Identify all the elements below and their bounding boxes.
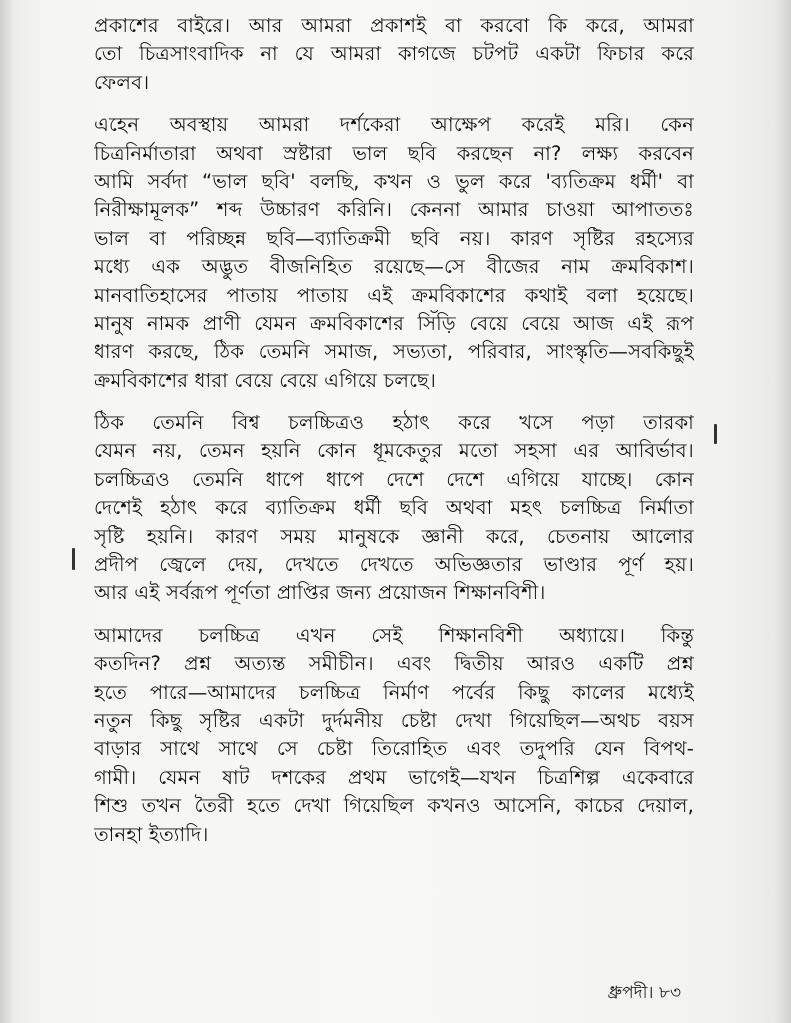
text-line: নিরীক্ষামূলক” শব্দ উচ্চারণ করিনি। কেননা আমার চাওয়া আপাততঃ — [94, 198, 694, 222]
text-line: প্রকাশের বাইরে। আর আমরা প্রকাশই বা করবো কি করে, আমরা — [94, 14, 694, 37]
text-line: আমাদের চলচ্চিত্র এখন সেই শিক্ষানবিশী অধ্যায়ে। কিন্তু — [94, 623, 694, 647]
text-line: কতদিন? প্রশ্ন অত্যন্ত সমীচীন। এবং দ্বিতীয় আরও একটি প্রশ্ন — [94, 652, 694, 676]
text-line: চিত্রনির্মাতারা অথবা স্রষ্টারা ভাল ছবি করছেন না? লক্ষ্য করবেন — [94, 141, 694, 165]
text-line: প্রদীপ জ্বেলে দেয়, দেখতে দেখতে অভিজ্ঞতার ভাণ্ডার পূর্ণ হয়। — [94, 553, 694, 577]
text-line: ফেলব। — [94, 70, 150, 94]
text-line: মানুষ নামক প্রাণী যেমন ক্রমবিকাশের সিঁড়ি বেয়ে বেয়ে আজ এই রূপ — [94, 311, 694, 335]
margin-mark — [714, 424, 717, 444]
page-shadow-left — [0, 0, 14, 1023]
text-line: আর এই সর্বরূপ পূর্ণতা প্রাপ্তির জন্য প্রয়োজন শিক্ষানবিশী। — [94, 581, 546, 605]
page-footer-folio: ধ্রুপদী। ৮৩ — [607, 983, 681, 1003]
paragraph-gap — [94, 395, 694, 409]
text-line: শিশু তখন তৈরী হতে দেখা গিয়েছিল কখনও আসেনি, কাচের দেয়াল, — [94, 794, 694, 818]
text-line: এহেন অবস্থায় আমরা দর্শকেরা আক্ষেপ করেই মরি। কেন — [94, 113, 694, 137]
text-line: ভাল বা পরিচ্ছন্ন ছবি—ব্যাতিক্রমী ছবি নয়। কারণ সৃষ্টির রহস্যের — [94, 226, 694, 250]
text-line: তানহা ইত্যাদি। — [94, 822, 209, 846]
text-line: হতে পারে—আমাদের চলচ্চিত্র নির্মাণ পর্বের কিছু কালের মধ্যেই — [94, 680, 694, 704]
text-line: গামী। যেমন ষাট দশকের প্রথম ভাগেই—যখন চিত্রশিল্প একেবারে — [94, 765, 694, 789]
text-line: চলচ্চিত্রও তেমনি ধাপে ধাপে দেশে দেশে এগিয়ে যাচ্ছে। কোন — [94, 467, 694, 491]
text-line: মধ্যে এক অদ্ভুত বীজনিহিত রয়েছে—সে বীজের নাম ক্রমবিকাশ। — [94, 255, 694, 279]
page-shadow-right — [775, 0, 791, 1023]
text-line: সৃষ্টি হয়নি। কারণ সময় মানুষকে জ্ঞানী করে, চেতনায় আলোর — [94, 524, 694, 548]
text-line: ক্রমবিকাশের ধারা বেয়ে বেয়ে এগিয়ে চলছে। — [94, 368, 437, 392]
text-line: ধারণ করছে, ঠিক তেমনি সমাজ, সভ্যতা, পরিবার, সাংস্কৃতি—সবকিছুই — [94, 340, 694, 364]
text-line: ঠিক তেমনি বিশ্ব চলচ্চিত্রও হঠাৎ করে খসে পড়া তারকা — [94, 411, 694, 435]
body-text — [94, 12, 694, 849]
margin-mark — [72, 548, 75, 570]
text-line: মানবাতিহাসের পাতায় পাতায় এই ক্রমবিকাশের কথাই বলা হয়েছে। — [94, 283, 694, 307]
text-line: তো চিত্রসাংবাদিক না যে আমরা কাগজে চটপট একটা ফিচার করে — [94, 42, 694, 66]
text-line: যেমন নয়, তেমন হয়নি কোন ধূমকেতুর মতো সহসা এর আবির্ভাব। — [94, 439, 694, 463]
paragraph-gap — [94, 97, 694, 111]
text-line: বাড়ার সাথে সাথে সে চেষ্টা তিরোহিত এবং তদুপরি যেন বিপথ- — [94, 737, 694, 761]
text-line: নতুন কিছু সৃষ্টির একটা দুর্দমনীয় চেষ্টা দেখা গিয়েছিল—অথচ বয়স — [94, 708, 694, 732]
paragraph-gap — [94, 608, 694, 622]
text-line: দেশেই হঠাৎ করে ব্যাতিক্রম ধর্মী ছবি অথবা মহৎ চলচ্চিত্র নির্মাতা — [94, 496, 694, 520]
text-line: আমি সর্বদা “ভাল ছবি' বলছি, কখন ও ভুল করে 'ব্যতিক্রম ধর্মী' বা — [94, 169, 694, 193]
